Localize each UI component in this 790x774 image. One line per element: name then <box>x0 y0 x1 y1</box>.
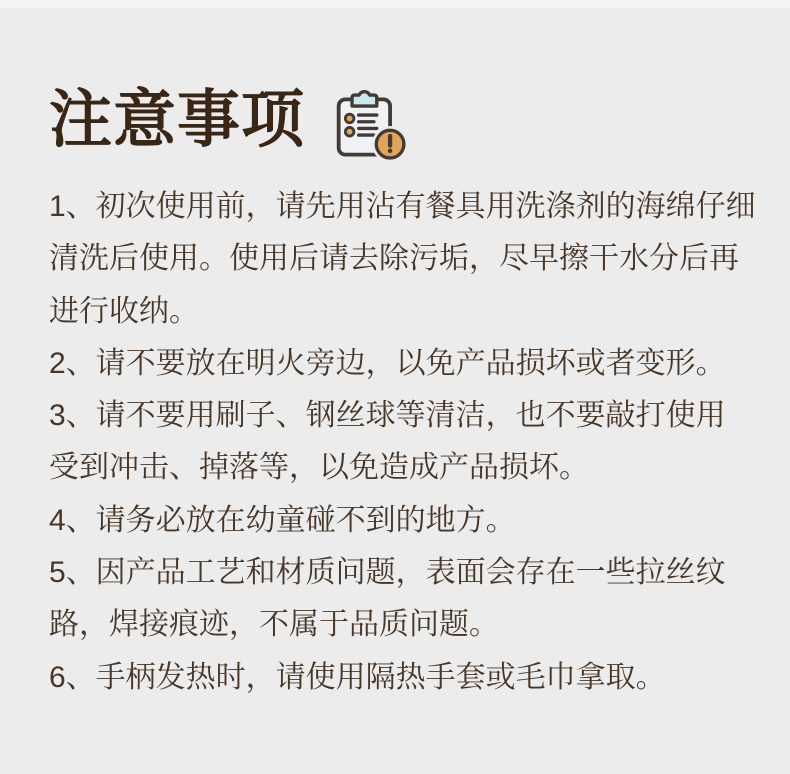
note-line: 进行收纳。 <box>49 294 199 328</box>
note-line: 6、手柄发热时，请使用隔热手套或毛巾拿取。 <box>49 660 666 694</box>
top-strip <box>0 0 790 8</box>
page-title: 注意事项 <box>49 84 305 155</box>
note-line: 5、因产品工艺和材质问题，表面会存在一些拉丝纹 <box>49 556 726 590</box>
note-line: 4、请务必放在幼童碰不到的地方。 <box>49 503 516 537</box>
note-line: 清洗后使用。使用后请去除污垢，尽早擦干水分后再 <box>49 242 739 276</box>
notes-list <box>49 181 760 704</box>
note-line: 1、初次使用前，请先用沾有餐具用洗涤剂的海绵仔细 <box>49 190 756 223</box>
note-line: 2、请不要放在明火旁边，以免产品损坏或者变形。 <box>49 346 726 380</box>
note-line: 路，焊接痕迹，不属于品质问题。 <box>49 608 499 642</box>
note-line: 3、请不要用刷子、钢丝球等清洁，也不要敲打使用 <box>49 399 726 433</box>
header <box>49 80 412 160</box>
clipboard-warning-icon <box>332 87 412 167</box>
note-line: 受到冲击、掉落等，以免造成产品损坏。 <box>49 451 589 485</box>
